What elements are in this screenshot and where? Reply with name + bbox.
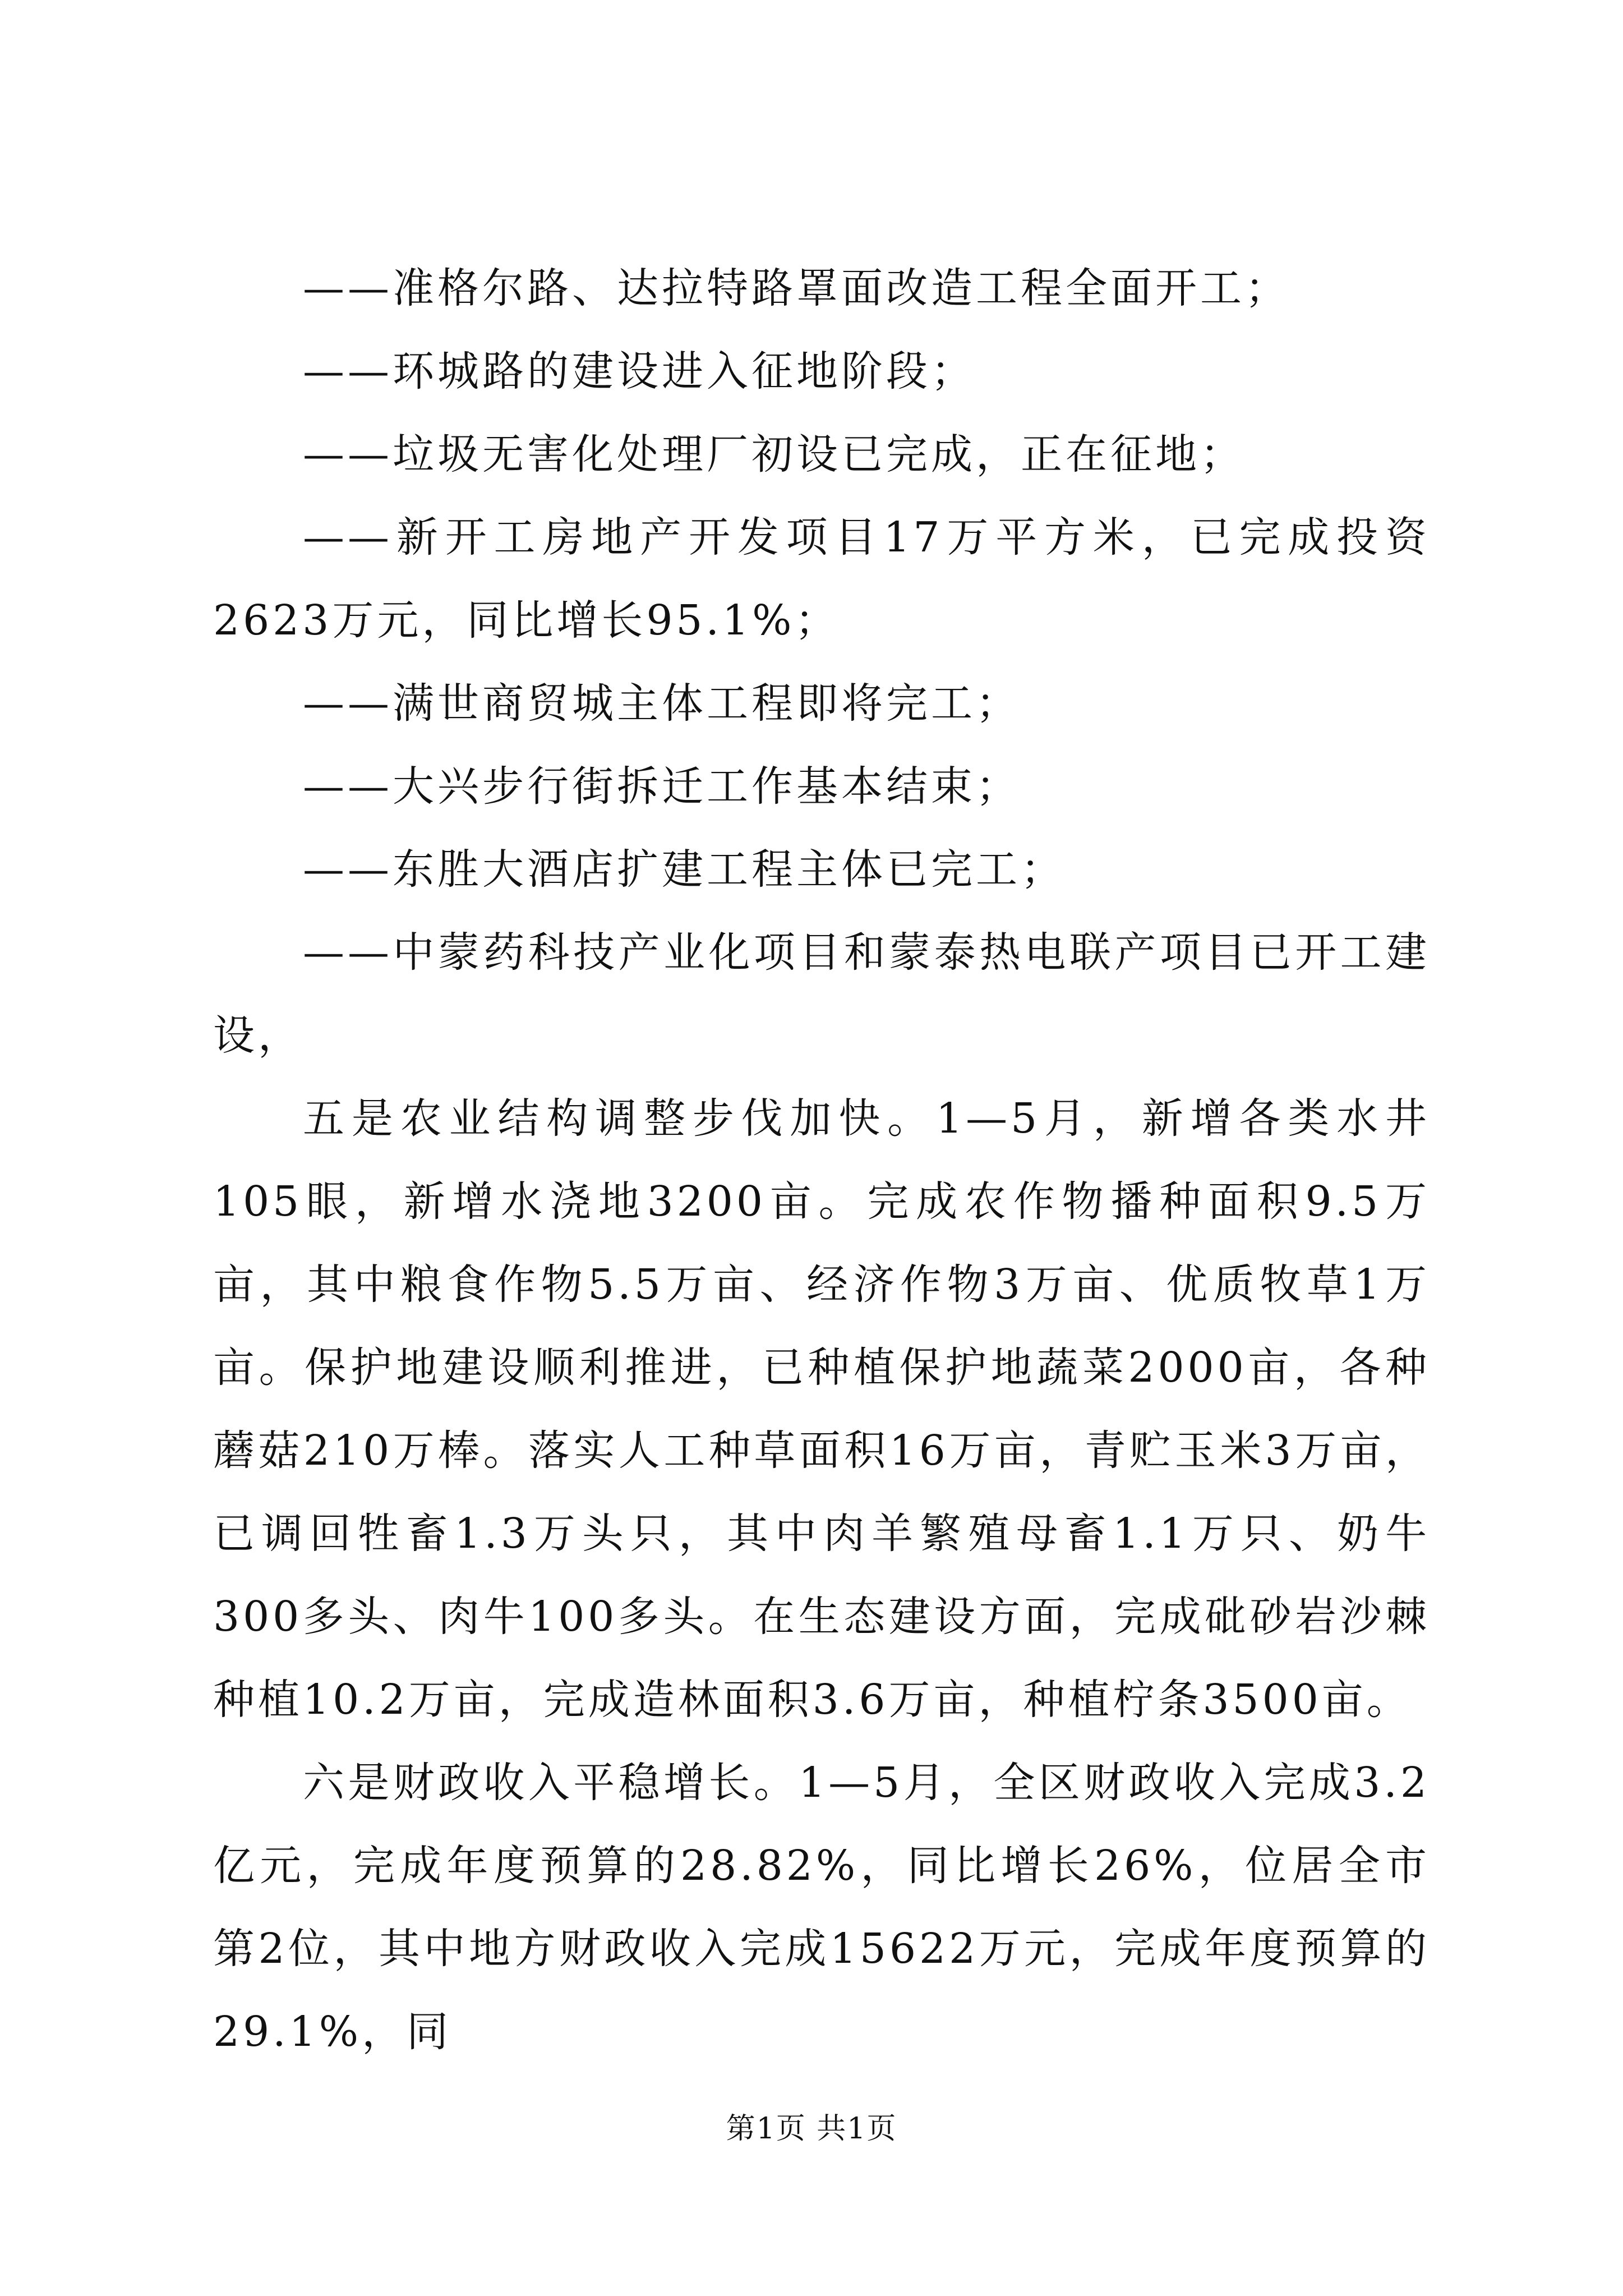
paragraph: ——中蒙药科技产业化项目和蒙泰热电联产项目已开工建设， [213, 928, 1430, 1060]
paragraph: ——东胜大酒店扩建工程主体已完工； [303, 845, 1066, 894]
paragraph: ——满世商贸城主体工程即将完工； [303, 679, 1021, 728]
paragraph: ——环城路的建设进入征地阶段； [303, 347, 976, 395]
paragraph: ——大兴步行街拆迁工作基本结束； [303, 762, 1021, 811]
paragraph: 五是农业结构调整步伐加快。1—5月，新增各类水井105眼，新增水浇地3200亩。完成农作物播种面积9.5万亩，其中粮食作物5.5万亩、经济作物3万亩、优质牧草1万亩。保护地建设顺利推进，已种植保护地蔬菜2000亩，各种蘑菇210万棒。落实人工种草面积16万亩，青贮玉米3万亩，已调回牲畜1.3万头只，其中肉羊繁殖母畜1.1万只、奶牛300多头、肉牛100多头。在生态建设方面，完成砒砂岩沙棘种植10.2万亩，完成造林面积3.6万亩，种植柠条3500亩。 [213, 1094, 1430, 1724]
paragraph: 六是财政收入平稳增长。1—5月，全区财政收入完成3.2亿元，完成年度预算的28.82%，同比增长26%，位居全市第2位，其中地方财政收入完成15622万元，完成年度预算的29.1%，同 [213, 1759, 1430, 2056]
paragraph: ——垃圾无害化处理厂初设已完成，正在征地； [303, 430, 1245, 478]
paragraph: ——准格尔路、达拉特路罩面改造工程全面开工； [303, 264, 1290, 312]
document-body [213, 247, 1430, 2073]
page-footer: 第1页 共1页 [726, 2112, 897, 2146]
paragraph: ——新开工房地产开发项目17万平方米，已完成投资2623万元，同比增长95.1%； [213, 513, 1430, 645]
